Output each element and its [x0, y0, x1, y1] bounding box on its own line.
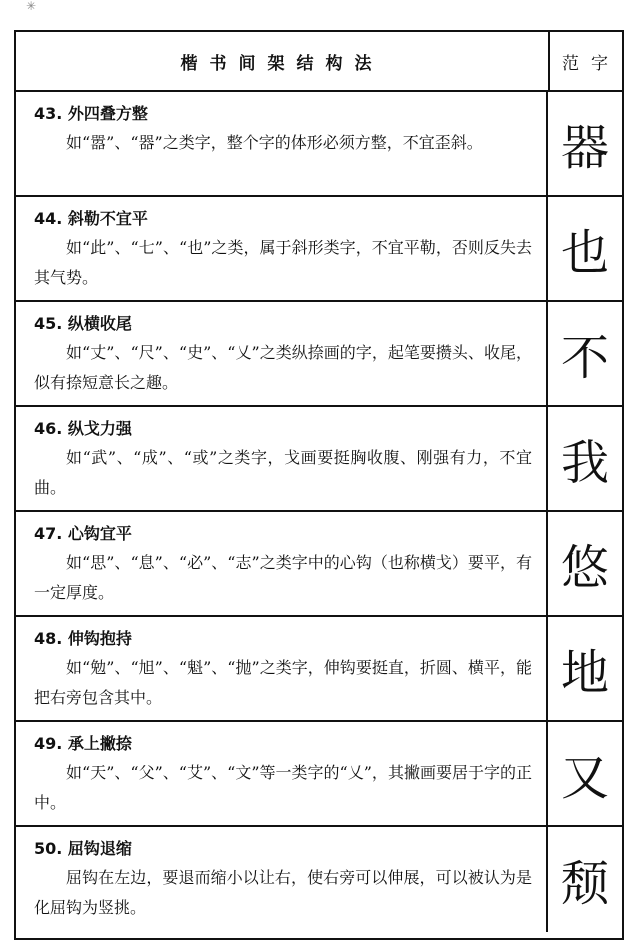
- table-row: [16, 722, 622, 827]
- example-character: 悠: [560, 540, 609, 596]
- rule-cell: [16, 302, 548, 405]
- rule-title: [34, 627, 532, 651]
- table-row: [16, 617, 622, 722]
- rule-number: 46.: [34, 419, 63, 438]
- example-character: 我: [560, 435, 609, 491]
- table-row: [16, 827, 622, 932]
- rule-description: 如“勉”、“旭”、“魁”、“抛”之类字，伸钩要挺直，折圆、横平，能把右旁包含其中。: [34, 658, 532, 707]
- rule-title: [34, 312, 532, 336]
- structure-table: [14, 30, 624, 940]
- example-character: 地: [560, 645, 609, 701]
- rule-description: 如“武”、“成”、“或”之类字，戈画要挺胸收腹、刚强有力，不宜曲。: [34, 448, 532, 497]
- rule-name: 斜勒不宜平: [67, 209, 148, 228]
- rule-title: [34, 732, 532, 756]
- table-row: [16, 407, 622, 512]
- rule-number: 48.: [34, 629, 63, 648]
- example-character: 颓: [560, 856, 609, 912]
- example-character: 不: [560, 330, 609, 386]
- corner-mark: ✳: [26, 0, 37, 13]
- example-character: 又: [560, 750, 609, 806]
- rule-description: 如“此”、“七”、“也”之类，属于斜形类字，不宜平勒，否则反失去其气势。: [34, 238, 532, 287]
- rule-number: 44.: [34, 209, 63, 228]
- table-header: [16, 32, 622, 92]
- rule-name: 屈钩退缩: [67, 839, 132, 858]
- rule-number: 43.: [34, 104, 63, 123]
- rule-cell: [16, 197, 548, 300]
- rule-title: [34, 417, 532, 441]
- example-character: 也: [560, 225, 609, 281]
- rule-title: [34, 837, 532, 861]
- rule-name: 纵横收尾: [67, 314, 132, 333]
- rule-cell: [16, 92, 548, 195]
- table-title: 楷书间架结构法: [16, 32, 550, 90]
- example-column-header: 范字: [562, 53, 620, 74]
- table-row: [16, 197, 622, 302]
- rule-description: 如“嚣”、“器”之类字，整个字的体形必须方整，不宜歪斜。: [66, 133, 483, 152]
- rule-name: 纵戈力强: [67, 419, 132, 438]
- rule-description: 屈钩在左边，要退而缩小以让右，使右旁可以伸展，可以被认为是化屈钩为竖挑。: [34, 868, 532, 917]
- table-row: [16, 512, 622, 617]
- rule-number: 45.: [34, 314, 63, 333]
- rule-description: 如“天”、“父”、“艾”、“文”等一类字的“乂”，其撇画要居于字的正中。: [34, 763, 532, 812]
- rule-cell: [16, 722, 548, 825]
- rule-number: 49.: [34, 734, 63, 753]
- rule-description: 如“思”、“息”、“必”、“志”之类字中的心钩（也称横戈）要平，有一定厚度。: [34, 553, 532, 602]
- rule-name: 外四叠方整: [67, 104, 148, 123]
- example-character: 器: [560, 120, 609, 176]
- rule-title: [34, 102, 532, 126]
- table-row: [16, 92, 622, 197]
- rule-name: 伸钩抱持: [67, 629, 132, 648]
- rule-cell: [16, 407, 548, 510]
- rule-number: 47.: [34, 524, 63, 543]
- rule-cell: [16, 617, 548, 720]
- rule-title: [34, 207, 532, 231]
- rule-cell: [16, 512, 548, 615]
- rule-cell: [16, 827, 548, 932]
- rule-number: 50.: [34, 839, 63, 858]
- rule-description: 如“丈”、“尺”、“史”、“乂”之类纵捺画的字，起笔要攒头、收尾，似有捺短意长之趣。: [34, 343, 532, 392]
- rule-title: [34, 522, 532, 546]
- rule-name: 心钩宜平: [67, 524, 132, 543]
- table-row: [16, 302, 622, 407]
- rule-name: 承上撇捺: [67, 734, 132, 753]
